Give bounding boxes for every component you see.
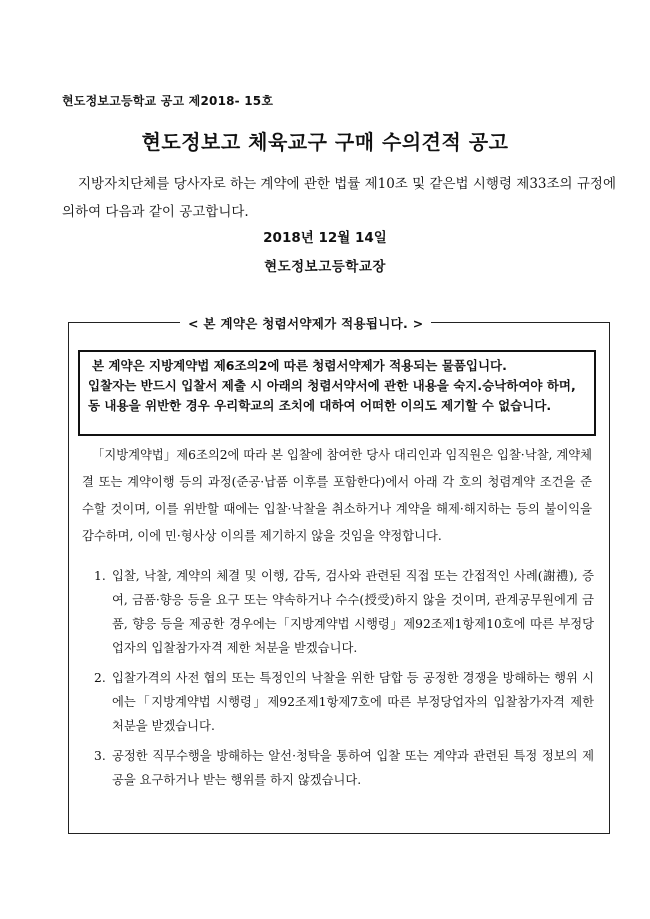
- pledge-item-text: 공정한 직무수행을 방해하는 알선·청탁을 통하여 입찰 또는 계약과 관련된 특정 정보의 제공을 요구하거나 받는 행위를 하지 않겠습니다.: [112, 749, 594, 787]
- pledge-items-list: [82, 564, 594, 798]
- pledge-item-number: 2.: [94, 671, 106, 685]
- pledge-item: [82, 744, 594, 792]
- pledge-item-number: 1.: [94, 569, 106, 583]
- notice-date: 2018년 12월 14일: [263, 230, 387, 246]
- pledge-item-text: 입찰가격의 사전 협의 또는 특정인의 낙찰을 위한 담합 등 공정한 경쟁을 방해하는 행위 시에는「지방계약법 시행령」제92조제1항제7호에 따른 부정당업자의 입찰참가자격 제한 처분을 받겠습니다.: [112, 671, 594, 733]
- notice-number: 현도정보고등학교 공고 제2018- 15호: [62, 94, 274, 108]
- pledge-paragraph: 「지방계약법」제6조의2에 따라 본 입찰에 참여한 당사 대리인과 임직원은 입찰·낙찰, 계약체결 또는 계약이행 등의 과정(준공·납품 이후를 포함한다)에서 아래 각 호의 청렴계약 조건을 준수할 것이며, 이를 위반할 때에는 입찰·낙찰을 취소하거나 계약을 해제·해지하는 등의 불이익을 감수하며, 이에 민·형사상 이의를 제기하지 않을 것임을 약정합니다.: [82, 448, 592, 543]
- integrity-warning-box: [78, 350, 596, 436]
- intro-paragraph: 지방자치단체를 당사자로 하는 계약에 관한 법률 제10조 및 같은법 시행령 제33조의 규정에 의하여 다음과 같이 공고합니다.: [62, 176, 616, 220]
- pledge-item: [82, 564, 594, 660]
- integrity-caption: < 본 계약은 청렴서약제가 적용됩니다. >: [180, 314, 431, 332]
- pledge-item-text: 입찰, 낙찰, 계약의 체결 및 이행, 감독, 검사와 관련된 직접 또는 간접적인 사례(謝禮), 증여, 금품·향응 등을 요구 또는 약속하거나 수수(授受)하지 않을 것이며, 관계공무원에게 금품, 향응 등을 제공한 경우에는「지방계약법 시행령」제92조제1항제10호에 따른 부정당업자의 입찰참가자격 제한 처분을 받겠습니다.: [112, 569, 594, 655]
- warning-line-1: 본 계약은 지방계약법 제6조의2에 따른 청렴서약제가 적용되는 물품입니다.: [92, 358, 507, 373]
- pledge-item-number: 3.: [94, 749, 106, 763]
- pledge-item: [82, 666, 594, 738]
- issuer-name: 현도정보고등학교장: [264, 259, 386, 275]
- warning-line-2: 입찰자는 반드시 입찰서 제출 시 아래의 청렴서약서에 관한 내용을 숙지.승낙하여야 하며, 동 내용을 위반한 경우 우리학교의 조치에 대하여 어떠한 이의도 제기할 수 없습니다.: [88, 378, 576, 413]
- page-title: 현도정보고 체육교구 구매 수의견적 공고: [141, 130, 509, 154]
